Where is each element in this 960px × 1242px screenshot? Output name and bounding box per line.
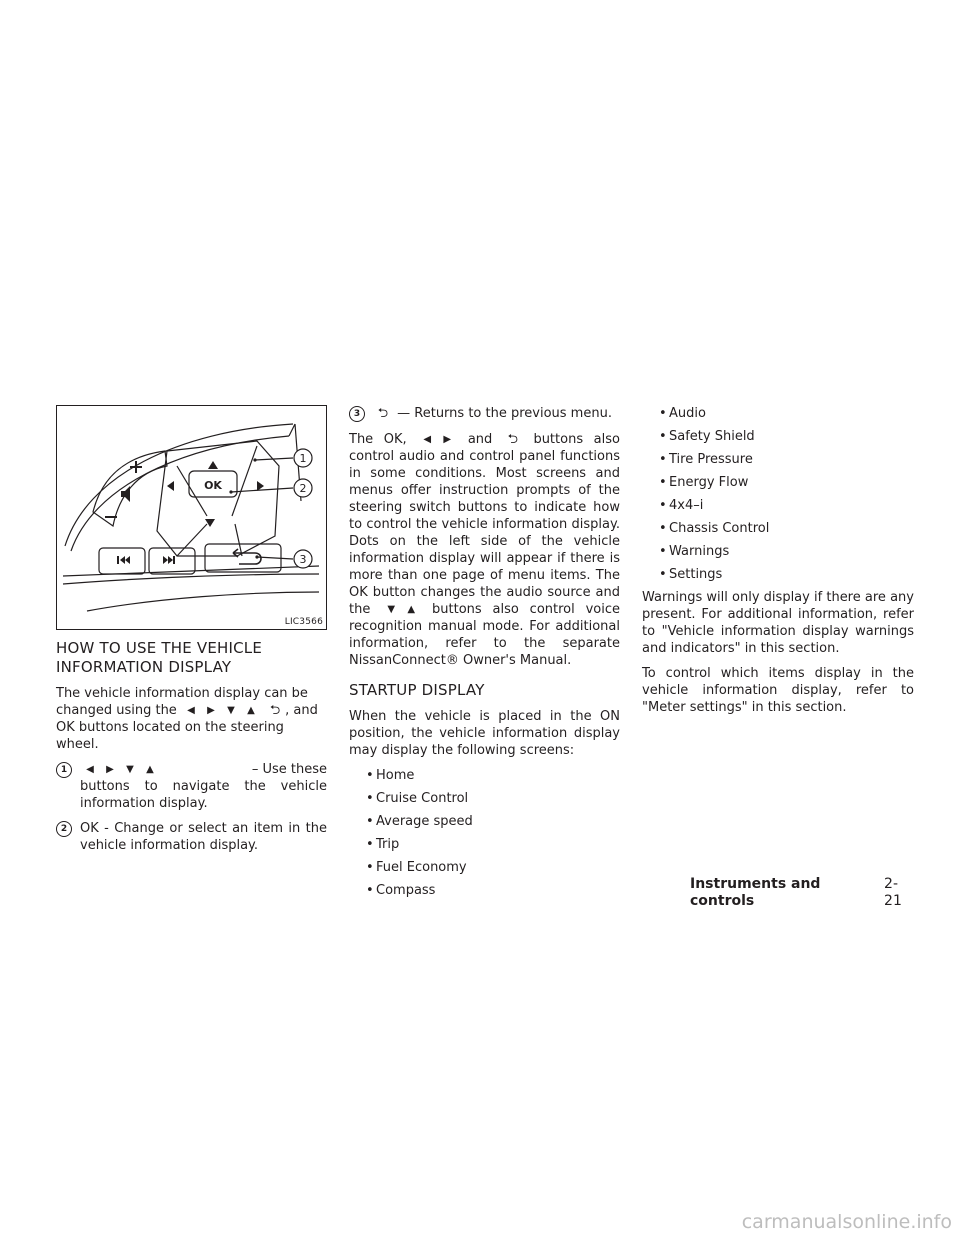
meter-paragraph: To control which items display in the vehicle information display, refer to "Meter settings" in this section. [642, 666, 914, 715]
watermark: carmanualsonline.info [741, 1211, 952, 1233]
list-item: • Cruise Control [357, 790, 620, 807]
column-left [56, 405, 327, 862]
down-arrow-icon: ▼ [227, 705, 235, 716]
right-arrow-icon: ▶ [443, 434, 452, 445]
item-3 [349, 405, 620, 422]
list-item: • Average speed [357, 813, 620, 830]
item-2-text: OK - Change or select an item in the vehicle information display. [80, 821, 327, 853]
footer-section-title: Instruments and controls [690, 876, 821, 909]
list-item: • Energy Flow [650, 474, 914, 491]
column-middle [349, 405, 620, 905]
intro-text-a: The vehicle information display can be changed using the [56, 686, 308, 718]
buttons-paragraph [349, 431, 620, 669]
page-number: 2-21 [884, 876, 902, 909]
section-heading-vehicle-info: HOW TO USE THE VEHICLE INFORMATION DISPLAY [56, 639, 263, 676]
screen-list-1 [357, 767, 620, 899]
left-arrow-icon: ◀ [187, 705, 195, 716]
section-heading-startup: STARTUP DISPLAY [349, 681, 485, 699]
startup-paragraph: When the vehicle is placed in the ON position, the vehicle information display may display the following screens: [349, 709, 620, 758]
item-3-text: — Returns to the previous menu. [397, 406, 612, 421]
item-number-3: 3 [349, 406, 365, 422]
warnings-paragraph: Warnings will only display if there are any present. For additional information, refer to "Vehicle information display warnings and indicators" in this section. [642, 590, 914, 656]
list-item: • Audio [650, 405, 914, 422]
right-arrow-icon: ▶ [207, 705, 215, 716]
para-text-c: buttons also control audio and control panel functions in some conditions. Most screens and menus offer instruction prompts of the steering switch buttons to indicate how to control the vehicle information display. Dots on the left side of the vehicle information display will appear if there is more than one page of menu items. The OK button changes the audio source and the [349, 432, 620, 617]
list-item: • Trip [357, 836, 620, 853]
item-number-2: 2 [56, 821, 72, 837]
item-number-1: 1 [56, 762, 72, 778]
callout-2: 2 [299, 482, 307, 495]
right-arrow-icon: ▶ [106, 764, 114, 775]
page-footer [690, 876, 914, 909]
list-item: • Tire Pressure [650, 451, 914, 468]
list-item: • Chassis Control [650, 520, 914, 537]
callout-3: 3 [299, 553, 307, 566]
ok-label: OK [204, 479, 222, 492]
list-item: • Safety Shield [650, 428, 914, 445]
screen-list-2 [650, 405, 914, 583]
intro-text-b: , and OK buttons located on the steering wheel. [56, 703, 318, 752]
list-item: • Fuel Economy [357, 859, 620, 876]
para-text-b: and [467, 432, 493, 447]
back-icon: ⮌ [269, 703, 281, 718]
steering-switch-figure [56, 405, 327, 630]
steering-switch-illustration [57, 406, 327, 630]
item-1-lead [80, 761, 327, 778]
left-arrow-icon: ◀ [423, 434, 432, 445]
list-item: • Home [357, 767, 620, 784]
up-arrow-icon: ▲ [146, 764, 154, 775]
down-arrow-icon: ▼ [126, 764, 134, 775]
para-text-d: buttons also control voice recognition manual mode. For additional information, refer to the separate NissanConnect® Owner's Manual. [349, 602, 620, 668]
figure-code: LIC3566 [284, 617, 323, 627]
back-icon: ⮌ [377, 406, 389, 421]
item-1-lead-text: – Use these [251, 762, 327, 777]
up-arrow-icon: ▲ [247, 705, 255, 716]
item-1 [56, 761, 327, 812]
list-item: • Compass [357, 882, 620, 899]
column-right [642, 405, 914, 724]
up-arrow-icon: ▲ [407, 604, 416, 615]
intro-paragraph [56, 685, 327, 753]
left-arrow-icon: ◀ [86, 764, 94, 775]
list-item: • Settings [650, 566, 914, 583]
callout-1: 1 [299, 452, 307, 465]
item-1-text: buttons to navigate the vehicle information display. [80, 779, 327, 811]
down-arrow-icon: ▼ [387, 604, 396, 615]
para-text-a: The OK, [349, 432, 407, 447]
back-icon: ⮌ [507, 432, 519, 447]
list-item: • Warnings [650, 543, 914, 560]
list-item: • 4x4–i [650, 497, 914, 514]
item-2 [56, 820, 327, 854]
